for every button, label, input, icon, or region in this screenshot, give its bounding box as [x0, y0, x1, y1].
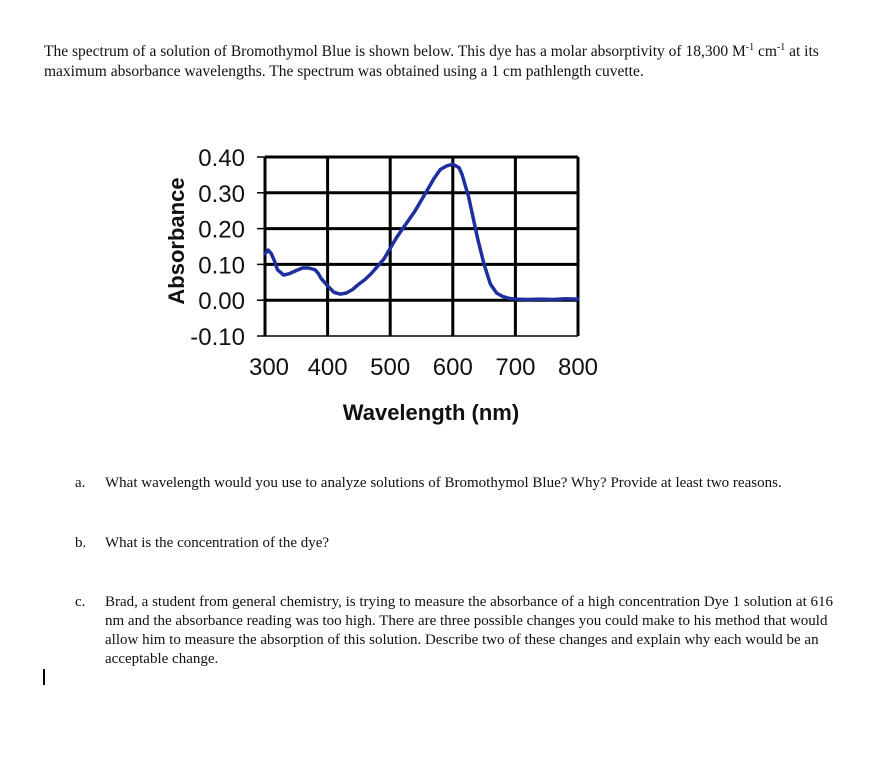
- y-tick-label: 0.40: [198, 145, 245, 172]
- superscript-1: -1: [745, 41, 755, 53]
- superscript-2: -1: [776, 41, 786, 53]
- y-tick-label: 0.10: [198, 252, 245, 280]
- y-tick-label: 0.20: [198, 216, 245, 244]
- y-tick-label: -0.10: [190, 324, 245, 351]
- x-tick-label: 500: [370, 354, 411, 381]
- y-axis-label: Absorbance: [164, 177, 189, 305]
- x-axis-label: Wavelength (nm): [342, 400, 520, 425]
- question-text: What is the concentration of the dye?: [105, 535, 330, 551]
- y-tick-label: 0.00: [198, 288, 245, 316]
- question-letter: b.: [75, 535, 87, 551]
- x-tick-label: 700: [495, 354, 536, 381]
- y-tick-label: 0.30: [198, 180, 245, 208]
- chart-grid: [265, 157, 578, 336]
- intro-text-2: cm: [754, 43, 777, 60]
- question-text: What wavelength would you use to analyze solutions of Bromothymol Blue? Why? Provide at least two reasons.: [105, 475, 782, 491]
- intro-text-3: at its maximum absorbance wavelengths. The spectrum was obtained using a 1 cm pathlength cuvette.: [44, 43, 819, 80]
- question-letter: c.: [75, 594, 86, 610]
- x-tick-label: 800: [557, 354, 599, 381]
- question-letter: a.: [75, 475, 86, 491]
- spectrum-line: [265, 164, 578, 299]
- x-tick-label: 300: [248, 354, 290, 381]
- x-tick-label: 600: [432, 354, 473, 381]
- text-cursor: [43, 669, 45, 685]
- intro-text-1: The spectrum of a solution of Bromothymol Blue is shown below. This dye has a molar absorptivity of 18,300 M: [44, 43, 746, 60]
- question-text: Brad, a student from general chemistry, is trying to measure the absorbance of a high concentration Dye 1 solution at 616 nm and the absorbance reading was too high. There are three possible changes you could make to his method that would allow him to measure the absorption of this solution. Describe two of these changes and explain why each would be an acceptable change.: [105, 594, 833, 667]
- x-tick-label: 400: [307, 354, 348, 381]
